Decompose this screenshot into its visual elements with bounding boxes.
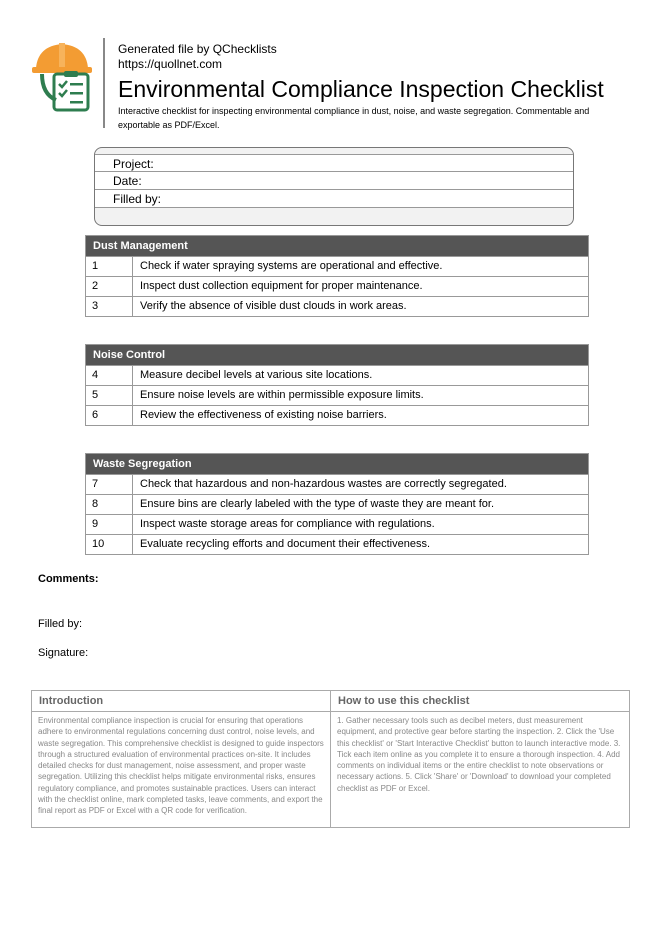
filled-by-field[interactable]: Filled by: — [95, 190, 573, 208]
project-field[interactable]: Project: — [95, 154, 573, 172]
item-number: 3 — [86, 297, 133, 316]
item-text: Review the effectiveness of existing noise barriers. — [140, 409, 387, 421]
item-text: Measure decibel levels at various site locations. — [140, 369, 373, 381]
item-text: Inspect dust collection equipment for proper maintenance. — [140, 280, 423, 292]
item-number: 8 — [86, 495, 133, 514]
checklist-row[interactable] — [86, 256, 588, 276]
date-field[interactable]: Date: — [95, 172, 573, 190]
generated-by: Generated file by QChecklists — [118, 42, 277, 56]
checklist-row[interactable] — [86, 276, 588, 296]
item-text: Check that hazardous and non-hazardous wastes are correctly segregated. — [140, 478, 507, 490]
info-panel — [31, 690, 630, 828]
item-text: Verify the absence of visible dust clouds in work areas. — [140, 300, 407, 312]
howto-column — [330, 691, 629, 827]
info-box — [94, 147, 574, 226]
checklist-row[interactable] — [86, 474, 588, 494]
signature-label: Signature: — [38, 647, 89, 659]
introduction-column — [32, 691, 330, 827]
page-description: Interactive checklist for inspecting environmental compliance in dust, noise, and waste segregation. Commentable and exportable as PDF/Excel. — [118, 106, 590, 130]
section-noise-control — [85, 344, 589, 426]
header-divider — [103, 38, 105, 128]
checklist-row[interactable] — [86, 494, 588, 514]
item-text: Check if water spraying systems are operational and effective. — [140, 260, 443, 272]
item-number: 10 — [86, 535, 133, 554]
item-number: 7 — [86, 475, 133, 494]
introduction-title: Introduction — [32, 691, 330, 712]
section-dust-management — [85, 235, 589, 317]
item-number: 4 — [86, 366, 133, 385]
item-text: Evaluate recycling efforts and document their effectiveness. — [140, 538, 431, 550]
section-title: Noise Control — [86, 345, 588, 365]
checklist-row[interactable] — [86, 385, 588, 405]
item-number: 9 — [86, 515, 133, 534]
hardhat-checklist-logo-icon — [30, 40, 100, 112]
howto-title: How to use this checklist — [331, 691, 629, 712]
checklist-row[interactable] — [86, 296, 588, 316]
item-number: 5 — [86, 386, 133, 405]
item-number: 1 — [86, 257, 133, 276]
checklist-row[interactable] — [86, 534, 588, 554]
item-text: Inspect waste storage areas for compliance with regulations. — [140, 518, 435, 530]
source-url[interactable]: https://quollnet.com — [118, 57, 223, 71]
item-text: Ensure noise levels are within permissible exposure limits. — [140, 389, 424, 401]
howto-body: 1. Gather necessary tools such as decibel meters, dust measurement equipment, and protective gear before starting the inspection. 2. Click the 'Use this checklist' or 'Start Interactive Checklist' button to launch interactive mode. 3. Tick each item online as you complete it to ensure a thorough inspection. 4. Add comments on individual items or the entire checklist to note observations or necessary actions. 5. Click 'Share' or 'Download' to download your completed checklist as PDF or Excel. — [337, 716, 621, 793]
filled-by-label: Filled by: — [38, 618, 83, 630]
item-number: 2 — [86, 277, 133, 296]
comments-label: Comments: — [38, 573, 99, 585]
checklist-row[interactable] — [86, 365, 588, 385]
item-number: 6 — [86, 406, 133, 425]
section-waste-segregation — [85, 453, 589, 555]
page-title: Environmental Compliance Inspection Checklist — [118, 76, 604, 102]
item-text: Ensure bins are clearly labeled with the type of waste they are meant for. — [140, 498, 495, 510]
section-title: Waste Segregation — [86, 454, 588, 474]
document-header — [118, 42, 618, 132]
section-title: Dust Management — [86, 236, 588, 256]
checklist-row[interactable] — [86, 514, 588, 534]
checklist-row[interactable] — [86, 405, 588, 425]
introduction-body: Environmental compliance inspection is crucial for ensuring that operations adhere to environmental regulations concerning dust control, noise levels, and waste segregation. This comprehensive checklist is designed to guide inspectors through a structured evaluation of environmental practices on-site. It includes detailed checks for dust management, noise assessment, and proper waste segregation. Utilizing this checklist helps mitigate environmental risks, ensures regulatory compliance, and promotes sustainable practices. Users can interact with the checklist online, mark completed tasks, leave comments, and export the final report as PDF or Excel with a QR code for verification. — [38, 716, 324, 816]
